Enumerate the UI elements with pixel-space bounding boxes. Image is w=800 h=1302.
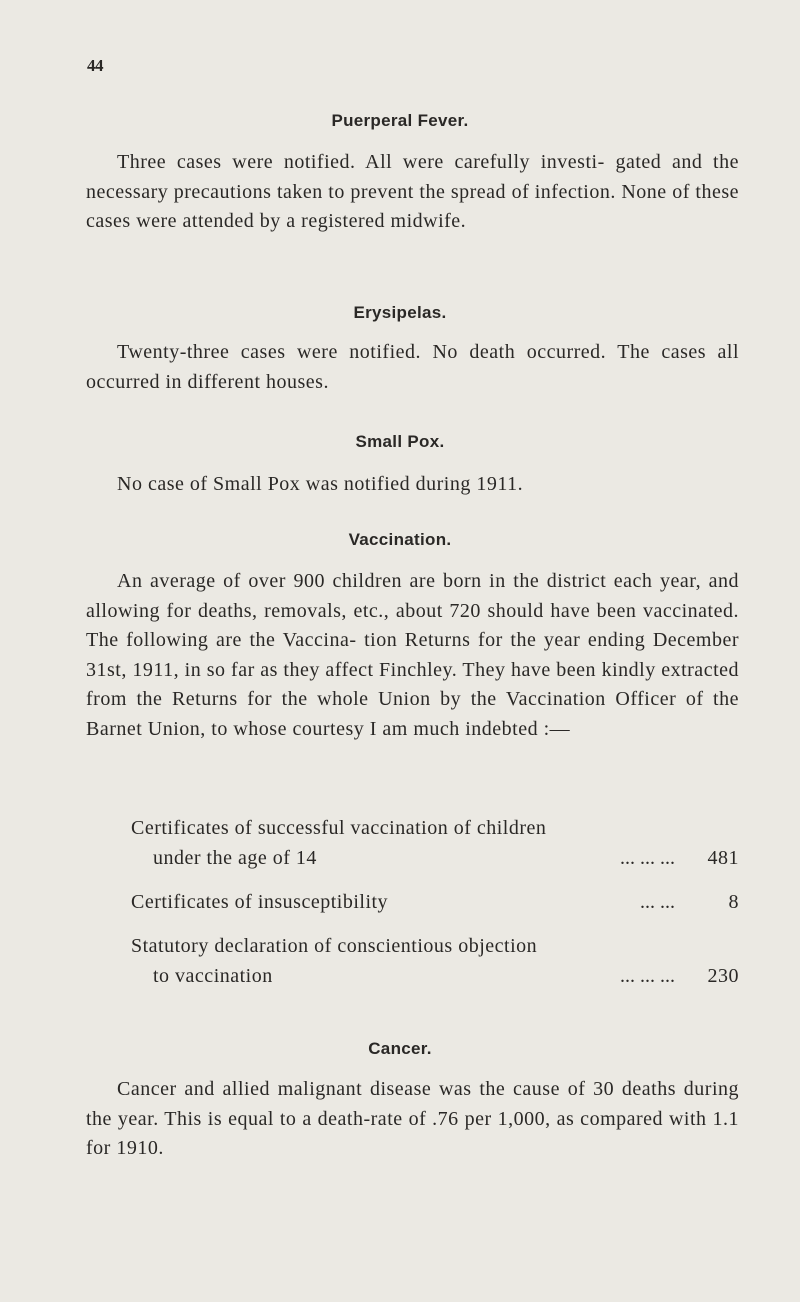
paragraph-vaccination: An average of over 900 children are born in the district each year, and allowing for deaths, removals, etc., about 720 should have been vaccinated. The following are the Vaccina- tion Returns for the year ending December 31st, 1911, in so far as they affect Finchley. They have been kindly extracted from the Returns for the whole Union by the Vaccination Officer of the Barnet Union, to whose courtesy I am much indebted :—	[86, 570, 739, 740]
heading-vaccination: Vaccination.	[348, 530, 452, 549]
heading-erysipelas: Erysipelas.	[353, 303, 447, 322]
table-row	[131, 813, 739, 873]
leader-dots: ... ... ...	[620, 847, 675, 869]
paragraph-erysipelas: Twenty-three cases were notified. No death occurred. The cases all occurred in different houses.	[86, 341, 739, 393]
row-value: 8	[728, 891, 739, 913]
heading-small-pox: Small Pox.	[355, 432, 445, 451]
row-label-continued: to vaccination	[153, 965, 273, 987]
row-label-continued: under the age of 14	[153, 847, 317, 869]
table-row	[131, 931, 739, 991]
row-value: 230	[707, 965, 739, 987]
paragraph-puerperal-fever: Three cases were notified. All were carefully investi- gated and the necessary precautions taken to prevent the spread of infection. None of these cases were attended by a registered midwife.	[86, 151, 739, 232]
table-row	[131, 887, 739, 917]
paragraph-cancer: Cancer and allied malignant disease was the cause of 30 deaths during the year. This is equal to a death-rate of .76 per 1,000, as compared with 1.1 for 1910.	[86, 1078, 739, 1159]
row-value: 481	[707, 847, 739, 869]
heading-cancer: Cancer.	[368, 1039, 432, 1058]
row-label: Statutory declaration of conscientious objection	[131, 935, 538, 957]
page-number: 44	[87, 56, 103, 75]
vaccination-returns-table	[131, 813, 739, 991]
heading-puerperal-fever: Puerperal Fever.	[331, 111, 469, 130]
leader-dots: ... ...	[640, 891, 675, 913]
leader-dots: ... ... ...	[620, 965, 675, 987]
row-label: Certificates of successful vaccination of children	[131, 817, 547, 839]
row-label: Certificates of insusceptibility	[131, 891, 389, 913]
paragraph-small-pox: No case of Small Pox was notified during 1911.	[117, 473, 524, 495]
